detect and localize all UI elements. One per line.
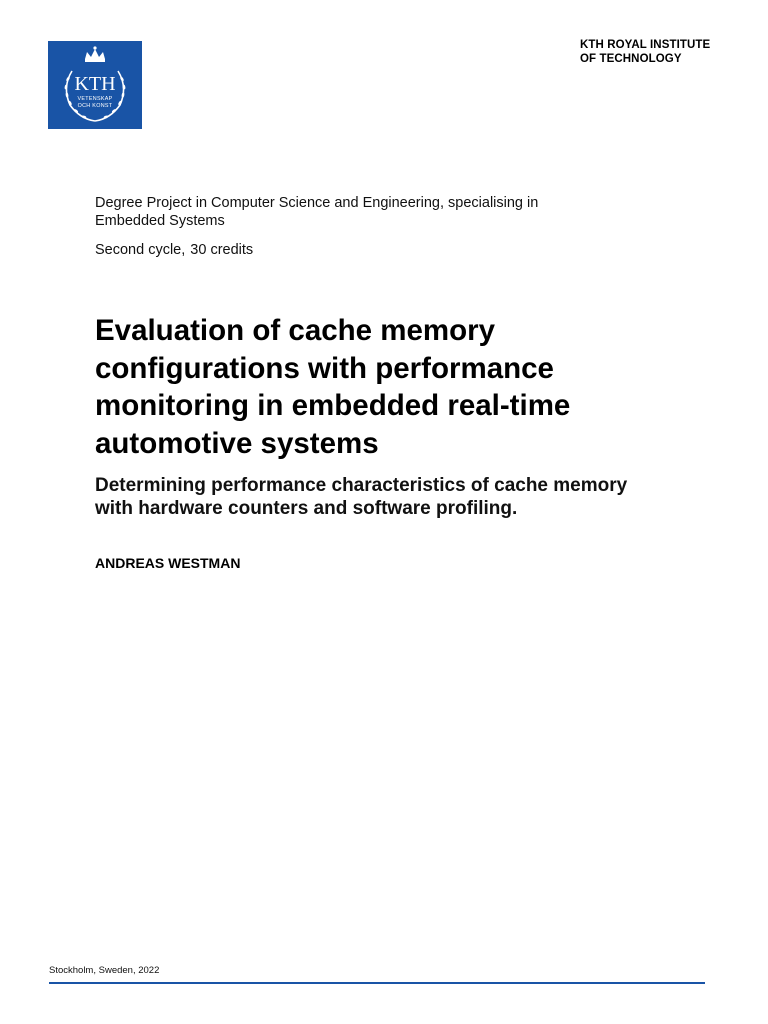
degree-credits — [95, 241, 253, 259]
title-line4: automotive systems — [95, 426, 379, 460]
kth-logo — [48, 41, 142, 129]
kth-logo-icon — [48, 41, 142, 129]
degree-program — [95, 194, 615, 230]
author-name: ANDREAS WESTMAN — [95, 555, 241, 571]
degree-line2: Embedded Systems — [95, 213, 225, 229]
footer-location-date: Stockholm, Sweden, 2022 — [49, 965, 160, 976]
title-line2: configurations with performance — [95, 351, 554, 385]
thesis-subtitle — [95, 474, 675, 520]
institution-name — [580, 38, 750, 66]
thesis-title — [95, 312, 695, 462]
logo-motto-line2: OCH KONST — [77, 103, 113, 109]
subtitle-line2: with hardware counters and software profiling. — [95, 498, 518, 519]
title-line1: Evaluation of cache memory — [95, 314, 496, 347]
logo-wordmark: KTH — [74, 73, 116, 95]
footer-divider — [49, 982, 705, 984]
institution-line2: OF TECHNOLOGY — [580, 53, 682, 65]
institution-line1: KTH ROYAL INSTITUTE — [580, 39, 711, 51]
credits-cycle: Second cycle, — [95, 242, 186, 258]
title-line3: monitoring in embedded real-time — [95, 389, 571, 422]
credits-amount: 30 credits — [190, 242, 254, 258]
subtitle-line1: Determining performance characteristics of cache memory — [95, 475, 628, 496]
degree-line1: Degree Project in Computer Science and Engineering, specialising in — [95, 195, 539, 211]
logo-motto-line1: VETENSKAP — [77, 96, 113, 102]
